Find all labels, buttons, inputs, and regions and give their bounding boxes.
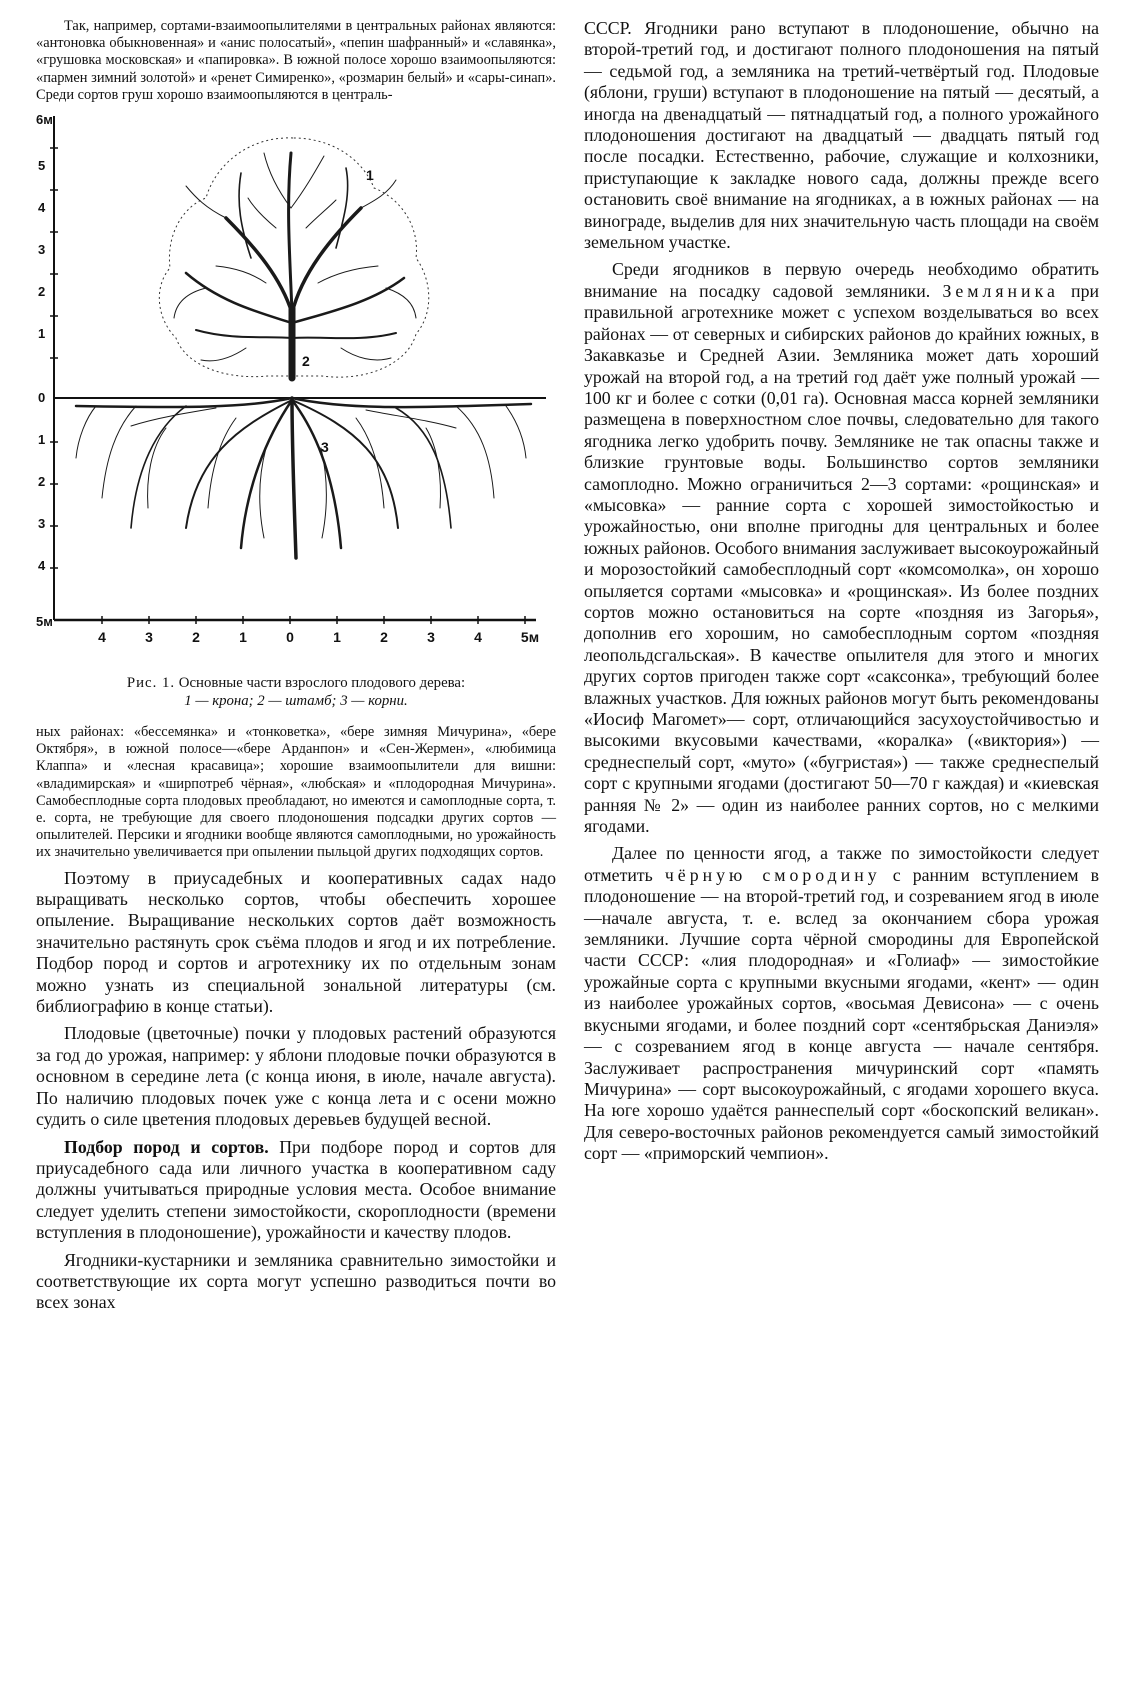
caption-line-1: Основные части взрослого плодового дерева: <box>178 675 466 692</box>
x-label: 0 <box>286 629 294 646</box>
y-label: 4 <box>38 558 46 574</box>
x-label: 2 <box>192 629 200 646</box>
label-trunk: 2 <box>302 353 310 370</box>
x-label: 4 <box>474 629 482 646</box>
right-column <box>584 18 1099 1165</box>
paragraph: Поэтому в приусадебных и кооперативных садах надо выращивать несколько сортов, чтобы обеспечить хорошее опыление. Выращивание нескольких сортов даёт возможность значительно растянуть срок съёма плодов и ягод и их потребление. Подбор пород и сортов и агротехнику их по отдельным зонам можно узнать из специальной зональной литературы (см. библиографию в конце статьи). <box>36 867 556 1017</box>
x-label: 4 <box>98 629 106 646</box>
spaced-term: чёрную смородину <box>664 864 881 885</box>
paragraph-text: с ранним вступлением в плодоношение — на второй-третий год, и созреванием ягод в июле—начале августа, т. е. вслед за окончанием сбора урожая земляники. Лучшие сорта чёрной смородины для Европейской части СССР: «лия плодородная» и «Голиаф» — зимостойкие урожайные сорта с крупными вкусными ягодами, «кент» — один из наиболее урожайных сортов, «восьмая Девисона» — с очень вкусными ягодами, и более поздний сорт «сентябрьская Даниэля» — с созреванием ягод в конце августа — начале сентября. Заслуживает распространения мичуринский сорт «память Мичурина» — сорт высокоурожайный, с ягодами хорошего вкуса. На юге хорошо удаётся раннеспелый сорт «боскопский великан». Для северо-восточных районов рекомендуется самый зимостойкий сорт — «приморский чемпион». <box>584 864 1100 1164</box>
y-label-top: 6м <box>36 112 53 128</box>
intro-paragraph: Так, например, сортами-взаимоопылителями в центральных районах являются: «антоновка обыкновенная» и «анис полосатый», «пепин шафранный» и «славянка», «грушовка московская» и «папировка». В южной полосе хорошо взаимоопыляются: «пармен зимний золотой» и «ренет Симиренко», «розмарин белый» и «сары-синап». Среди сортов груш хорошо взаимоопыляются в централь- <box>36 18 556 103</box>
paragraph <box>584 843 1099 1164</box>
x-label-end: 5м <box>520 629 540 646</box>
tree-roots <box>76 398 531 558</box>
y-label: 2 <box>38 284 46 300</box>
paragraph: СССР. Ягодники рано вступают в плодоношение, обычно на второй-третий год, и достигают полного плодоношения на пятый — седьмой год, а земляника на третий-четвёртый год. Плодовые (яблони, груши) вступают в плодоношение на пятый — десятый, а иногда на двенадцатый — пятнадцатый год, а полного урожайного плодоношения достигают на двадцатый — двадцать пятый год после посадки. Естественно, рабочие, служащие и колхозники, приступающие к закладке нового сада, должны прежде всего остановить своё внимание на ягодниках, а в южных районах — на винограде, выделив для них значительную часть площади на своём земельном участке. <box>584 18 1099 253</box>
y-label-bottom: 5м <box>36 614 53 630</box>
left-column <box>36 18 556 1314</box>
tree-crown <box>159 138 428 378</box>
tree-figure <box>36 108 556 668</box>
caption-label: Рис. 1. <box>126 675 176 692</box>
label-roots: 3 <box>321 439 329 456</box>
y-label: 2 <box>38 474 46 490</box>
paragraph-text: при правильной агротехнике может с успехом возделываться во всех районах — от северных и сибирских районов до крайних южных, в Закавказье и Средней Азии. Земляника может дать хороший урожай на второй год, а на третий год даёт уже полный урожай — 100 кг и более с сотки (0,01 га). Основная масса корней земляники размещена в поверхностном слое почвы, следовательно для такого ягодника легко удобрить почву. Землянике не так опасны также и близкие грунтовые воды. Большинство сортов земляники самоплодно. Можно ограничиться 2—3 сортами: «рощинская» и «мысовка» — ранние сорта с хорошей зимостойкостью и урожайностью, они вполне пригодны для центральных и более южных районов. Особого внимания заслуживает высокоурожайный и морозостойкий самобесплодный сорт «комсомолка», он хорошо опыляется сортами «мысовка» и «рощинская». Из более поздних сортов можно остановиться на сорте «поздняя из Загорья», дополнив его хорошим, но самобесплодным сортом «поздняя леопольдсгальская». В качестве опылителя для этого и многих других сортов пригоден также сорт «саксонка», требующий более влажных участков. Для южных районов могут быть рекомендованы «Иосиф Магомет»— сорт, отличающийся засухоустойчивостью и высокими вкусовыми качествами, «коралка» («виктория») — среднеспелый сорт, «муто» («бугристая») — также среднеспелый сорт с крупными ягодами (достигают 50—70 г каждая) и «киевская ранняя № 2» — один из наиболее ранних сортов, но с мелкими ягодами. <box>584 280 1099 837</box>
y-label: 1 <box>38 326 46 342</box>
section-heading: Подбор пород и сортов. <box>64 1136 269 1157</box>
paragraph-text: При подборе пород и сортов для приусадебного сада или личного участка в кооперативном саду должны учитываться природные условия места. Особое внимание следует уделить степени зимостойкости, скороплодности (времени вступления в плодоношение), урожайности и качеству плодов. <box>36 1136 556 1243</box>
y-label: 0 <box>38 390 46 406</box>
paragraph-text: Среди ягодников в первую очередь необходимо обратить внимание на посадку садовой земляники. <box>584 259 1099 301</box>
x-label: 1 <box>239 629 247 646</box>
paragraph: Ягодники-кустарники и земляника сравнительно зимостойки и соответствующие их сорта могут успешно разводиться почти во всех зонах <box>36 1249 556 1313</box>
y-label: 1 <box>38 432 46 448</box>
continued-paragraph: ных районах: «бессемянка» и «тонковетка», «бере зимняя Мичурина», «бере Октября», в южной полосе—«бере Арданпон» и «Сен-Жермен», «любимица Клаппа» и «лесная красавица»; хорошие взаимоопылители для вишни: «владимирская» и «ширпотреб чёрная», «любская» и «плодородная Мичурина». Самобесплодные сорта плодовых преобладают, но имеются и самоплодные сорта, т. е. сорта, не требующие для своего плодоношения подсадки других сортов — опылителей. Персики и ягодники вообще являются самоплодными, но урожайность их значительно увеличивается при опылении пыльцой других подходящих сортов. <box>36 724 556 861</box>
x-label: 3 <box>427 629 435 646</box>
tree-diagram <box>36 108 556 668</box>
paragraph <box>584 259 1099 837</box>
y-label: 4 <box>38 200 46 216</box>
figure-caption <box>46 674 546 710</box>
paragraph-with-heading <box>36 1137 556 1244</box>
x-label: 1 <box>333 629 341 646</box>
paragraph: Плодовые (цветочные) почки у плодовых растений образуются за год до урожая, например: у яблони плодовые почки образуются в основном в середине лета (с конца июня, в июле, начале августа). По наличию плодовых почек уже с конца лета и с осени можно судить о силе цветения плодовых деревьев будущей весной. <box>36 1023 556 1130</box>
caption-line-2: 1 — крона; 2 — штамб; 3 — корни. <box>184 693 408 710</box>
spaced-term: Земляника <box>942 280 1059 301</box>
y-label: 5 <box>38 158 46 174</box>
x-label: 2 <box>380 629 388 646</box>
y-label: 3 <box>38 242 46 258</box>
label-crown: 1 <box>366 167 374 184</box>
y-label: 3 <box>38 516 46 532</box>
x-label: 3 <box>145 629 153 646</box>
paragraph-text: Далее по ценности ягод, а также по зимостойкости следует отметить <box>584 843 1099 885</box>
